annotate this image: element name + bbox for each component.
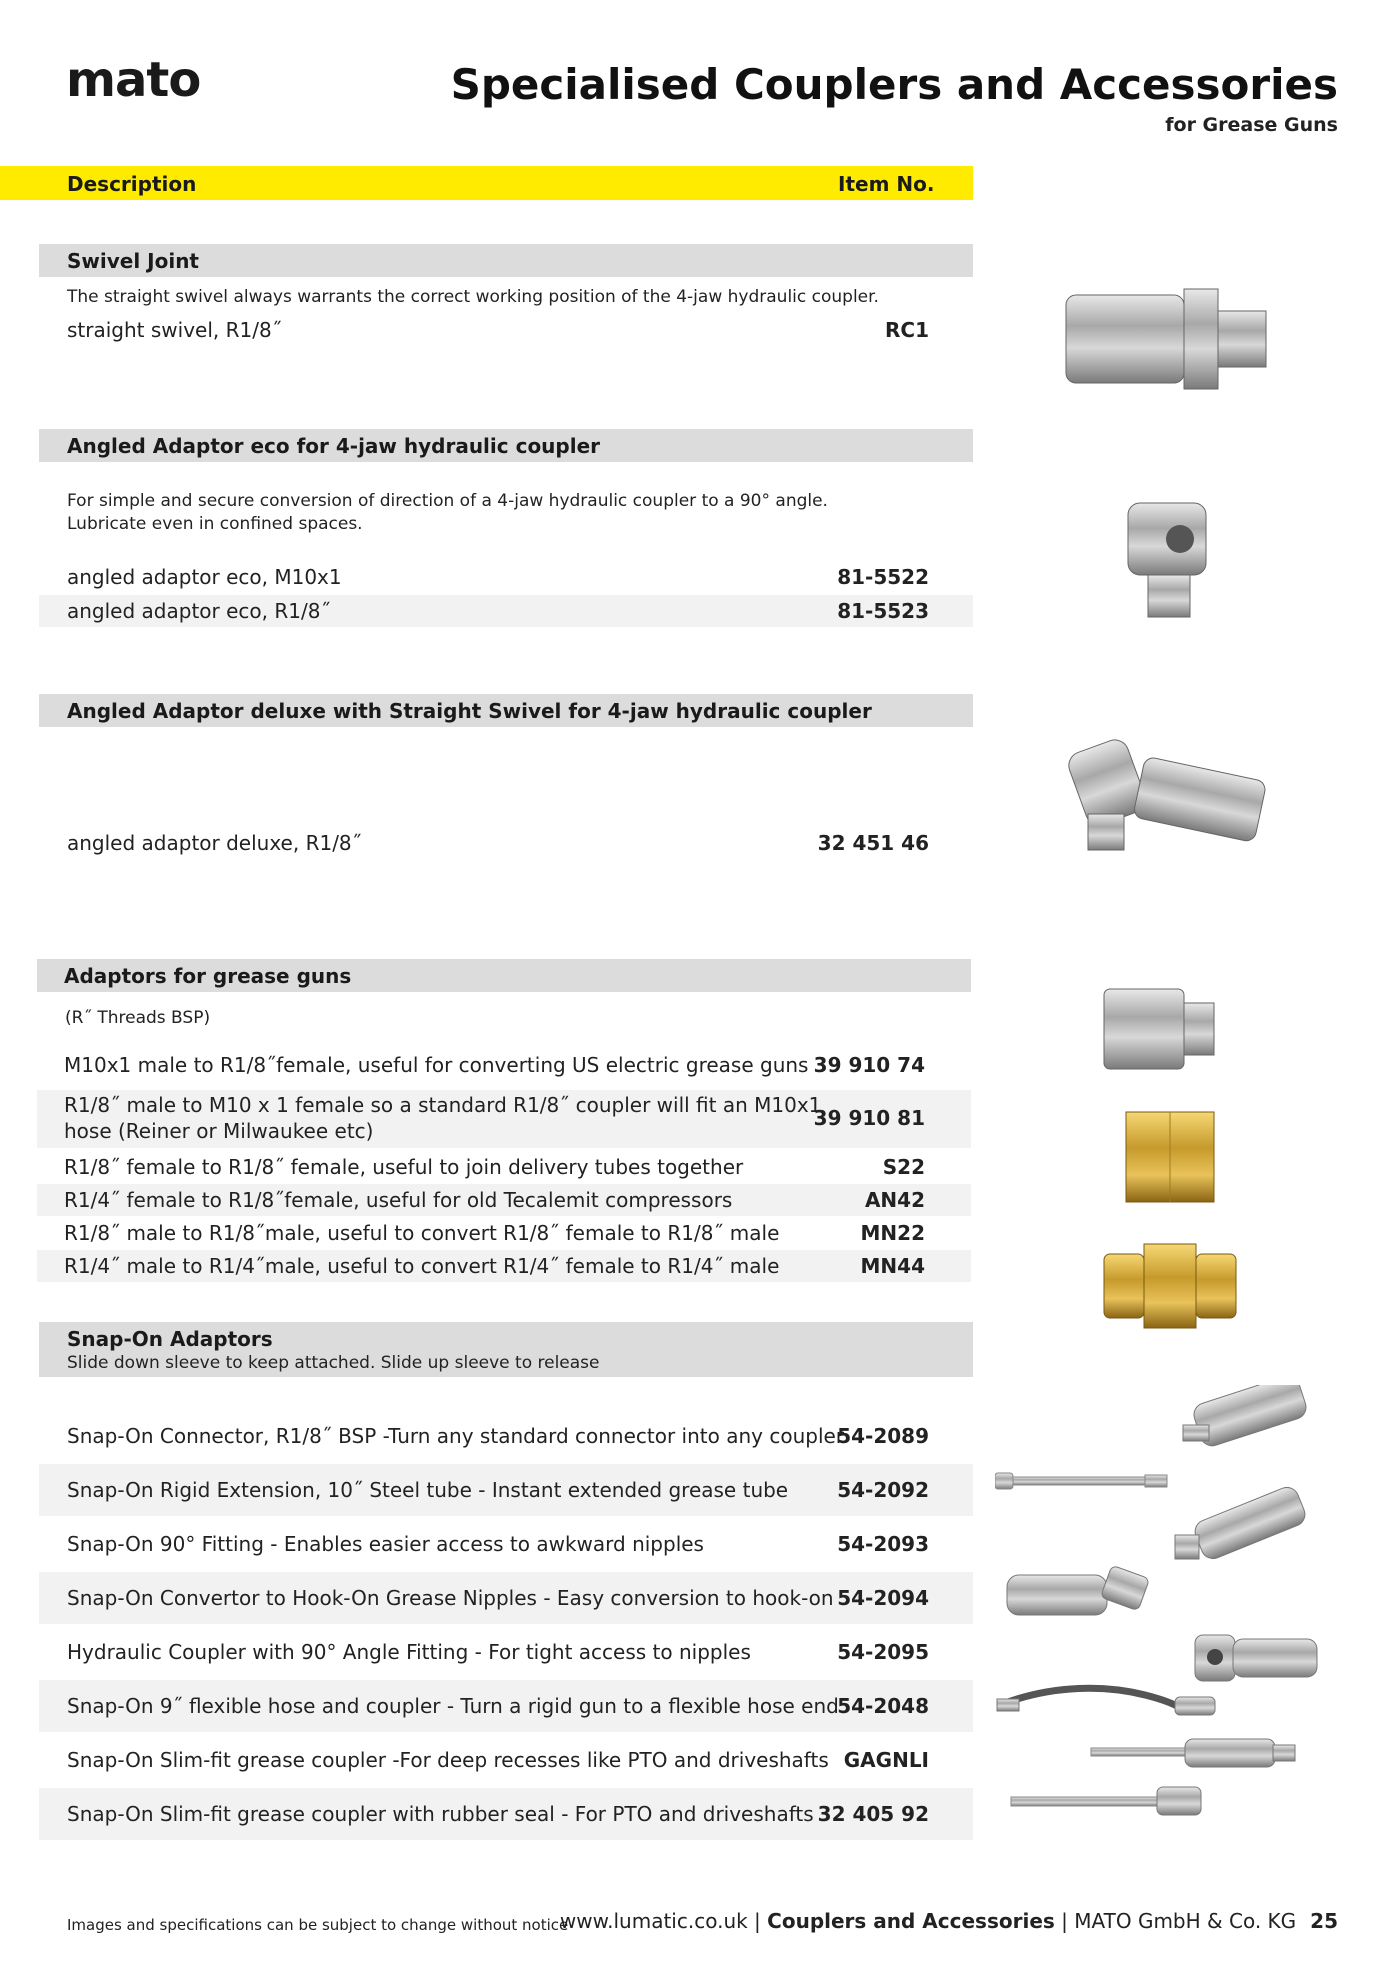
row-label: R1/8˝ male to M10 x 1 female so a standard R1/8˝ coupler will fit an M10x1 [64, 1093, 822, 1117]
row-label: R1/8˝ female to R1/8˝ female, useful to join delivery tubes together [64, 1155, 744, 1179]
table-row [39, 1680, 973, 1732]
table-row [39, 1734, 973, 1786]
row-label: Hydraulic Coupler with 90° Angle Fitting - For tight access to nipples [67, 1640, 751, 1664]
row-item-no: MN44 [860, 1254, 925, 1278]
table-row [37, 1049, 971, 1081]
section-header-adaptors [37, 959, 971, 992]
row-label: Snap-On 90° Fitting - Enables easier access to awkward nipples [67, 1532, 704, 1556]
table-row [39, 1626, 973, 1678]
table-row [39, 1788, 973, 1840]
section-title: Angled Adaptor deluxe with Straight Swivel for 4-jaw hydraulic coupler [67, 699, 872, 723]
section-note: The straight swivel always warrants the correct working position of the 4-jaw hydraulic coupler. [67, 287, 879, 307]
row-item-no: AN42 [864, 1188, 925, 1212]
table-row [39, 316, 973, 346]
table-row [39, 1518, 973, 1570]
table-row [39, 1572, 973, 1624]
section-header-swivel [39, 244, 973, 277]
table-row [39, 829, 973, 859]
page-subtitle: for Grease Guns [1165, 114, 1338, 136]
table-row [39, 1464, 973, 1516]
angled-adaptor-deluxe-image [1068, 728, 1278, 858]
section-header-deluxe [39, 694, 973, 727]
row-item-no: 54-2093 [837, 1532, 929, 1556]
section-note: Slide down sleeve to keep attached. Slide up sleeve to release [67, 1353, 600, 1373]
row-item-no: MN22 [860, 1221, 925, 1245]
row-item-no: 81-5522 [837, 565, 929, 589]
footer-disclaimer: Images and specifications can be subject to change without notice [67, 1916, 569, 1934]
row-label: Snap-On Rigid Extension, 10˝ Steel tube - Instant extended grease tube [67, 1478, 789, 1502]
section-note: For simple and secure conversion of direction of a 4-jaw hydraulic coupler to a 90° angle. [67, 491, 828, 511]
footer-url[interactable]: www.lumatic.co.uk [559, 1909, 748, 1933]
table-row [39, 595, 973, 627]
section-note: Lubricate even in confined spaces. [67, 514, 363, 534]
row-label: Snap-On Connector, R1/8˝ BSP -Turn any standard connector into any coupler [67, 1424, 845, 1448]
row-label: M10x1 male to R1/8˝female, useful for converting US electric grease guns [64, 1053, 809, 1077]
adaptor-m10-image [1100, 985, 1220, 1075]
page-number: 25 [1310, 1909, 1338, 1933]
row-label: Snap-On 9˝ flexible hose and coupler - Turn a rigid gun to a flexible hose end [67, 1694, 839, 1718]
mato-logo: mato [66, 52, 201, 108]
table-row [37, 1151, 971, 1183]
row-item-no: 54-2095 [837, 1640, 929, 1664]
section-title: Swivel Joint [67, 249, 199, 273]
row-label: R1/4˝ female to R1/8˝female, useful for old Tecalemit compressors [64, 1188, 733, 1212]
row-label-continued: hose (Reiner or Milwaukee etc) [64, 1119, 374, 1143]
table-header-bar [0, 166, 973, 200]
footer-info [560, 1909, 1338, 1933]
angled-adaptor-eco-image [1120, 495, 1220, 625]
table-row [37, 1217, 971, 1249]
row-item-no: 54-2094 [837, 1586, 929, 1610]
table-row [37, 1250, 971, 1282]
table-row [39, 1410, 973, 1462]
row-label: angled adaptor eco, M10x1 [67, 565, 342, 589]
row-label: Snap-On Convertor to Hook-On Grease Nipples - Easy conversion to hook-on [67, 1586, 834, 1610]
footer-separator: | [747, 1909, 768, 1933]
row-item-no: GAGNLI [843, 1748, 929, 1772]
row-item-no: 54-2092 [837, 1478, 929, 1502]
section-title: Snap-On Adaptors [67, 1327, 273, 1351]
row-label: Snap-On Slim-fit grease coupler with rubber seal - For PTO and driveshafts [67, 1802, 814, 1826]
row-label: R1/8˝ male to R1/8˝male, useful to convert R1/8˝ female to R1/8˝ male [64, 1221, 780, 1245]
row-item-no: 39 910 74 [813, 1053, 925, 1077]
table-row [37, 1090, 971, 1148]
row-label: angled adaptor eco, R1/8˝ [67, 599, 331, 623]
row-item-no: 54-2048 [837, 1694, 929, 1718]
brass-male-adaptor-image [1100, 1240, 1240, 1332]
brass-female-adaptor-image [1122, 1108, 1218, 1208]
column-description: Description [67, 172, 197, 196]
row-item-no: RC1 [885, 318, 929, 342]
row-label: straight swivel, R1/8˝ [67, 318, 282, 342]
row-label: R1/4˝ male to R1/4˝male, useful to convert R1/4˝ female to R1/4˝ male [64, 1254, 780, 1278]
page-title: Specialised Couplers and Accessories [450, 60, 1338, 109]
row-label: angled adaptor deluxe, R1/8˝ [67, 831, 362, 855]
snap-on-products-image [995, 1385, 1325, 1830]
footer-section: Couplers and Accessories [767, 1909, 1055, 1933]
straight-swivel-image [1062, 285, 1282, 395]
section-title: Adaptors for grease guns [64, 964, 352, 988]
column-item-no: Item No. [838, 172, 935, 196]
row-item-no: 39 910 81 [813, 1106, 925, 1130]
footer-separator: | [1054, 1909, 1075, 1933]
section-title: Angled Adaptor eco for 4-jaw hydraulic coupler [67, 434, 601, 458]
table-row [37, 1184, 971, 1216]
section-header-eco [39, 429, 973, 462]
row-label: Snap-On Slim-fit grease coupler -For deep recesses like PTO and driveshafts [67, 1748, 829, 1772]
row-item-no: 54-2089 [837, 1424, 929, 1448]
row-item-no: 81-5523 [837, 599, 929, 623]
section-note: (R˝ Threads BSP) [65, 1008, 211, 1028]
footer-company: MATO GmbH & Co. KG [1074, 1909, 1297, 1933]
table-row [39, 563, 973, 593]
row-item-no: 32 451 46 [817, 831, 929, 855]
row-item-no: 32 405 92 [817, 1802, 929, 1826]
row-item-no: S22 [882, 1155, 925, 1179]
section-header-snapon [39, 1322, 973, 1377]
